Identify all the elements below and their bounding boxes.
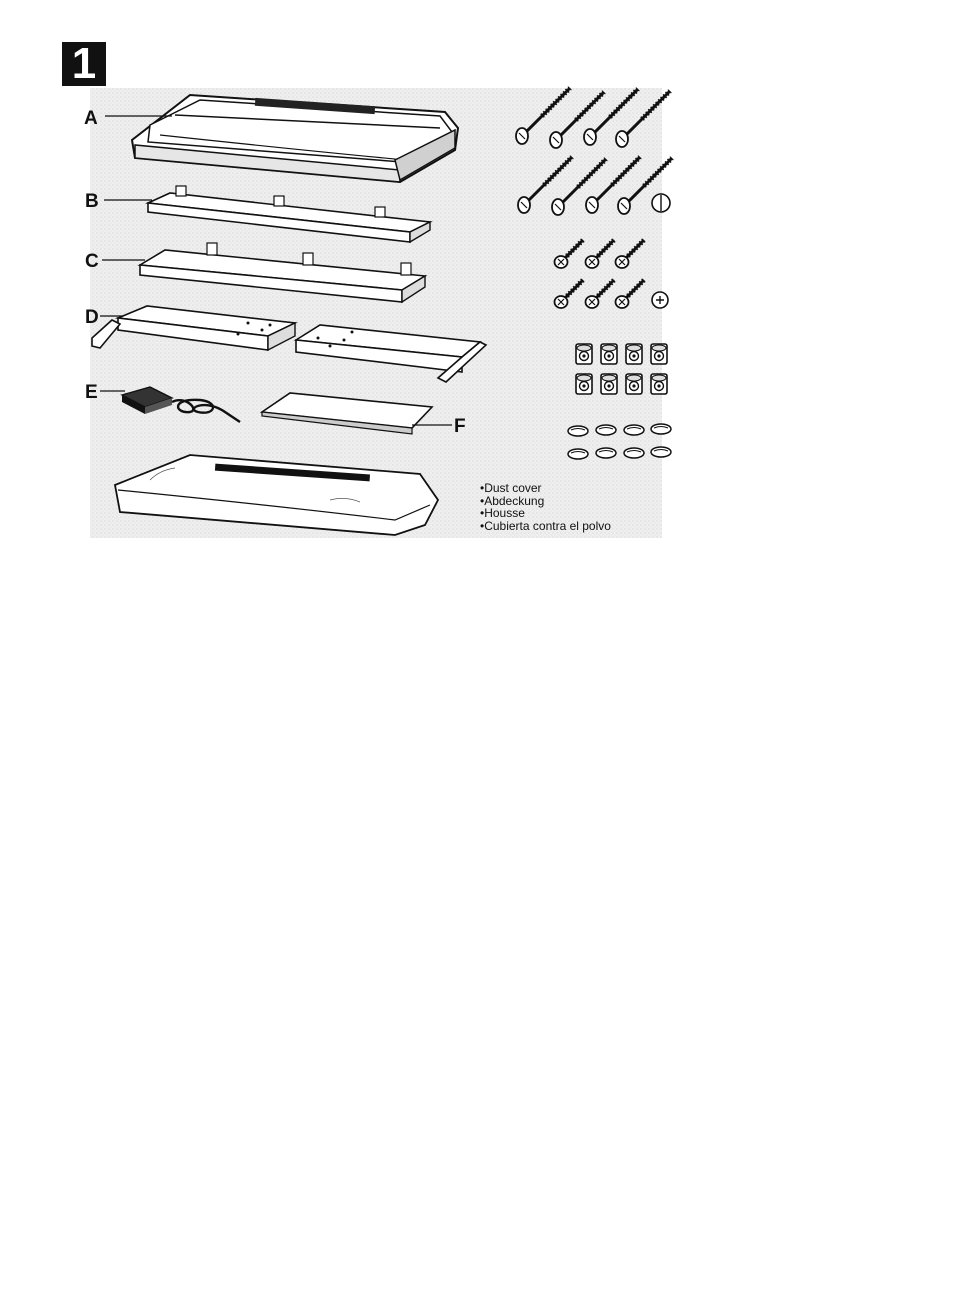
dust-cover-label-en: •Dust cover — [480, 481, 542, 495]
dust-cover-label-es: •Cubierta contra el polvo — [480, 518, 611, 533]
dust-cover-label-de: •Abdeckung — [480, 493, 545, 508]
part-label-f: F — [454, 416, 466, 437]
dust-cover-label-fr: •Housse — [480, 506, 525, 520]
part-label-d: D — [85, 307, 99, 328]
step-number-badge: 1 — [62, 42, 106, 86]
parts-illustration — [0, 0, 954, 600]
dust-cover-caption — [480, 482, 611, 532]
part-label-e: E — [85, 382, 98, 403]
part-label-b: B — [85, 191, 99, 212]
part-label-c: C — [85, 251, 99, 272]
part-label-a: A — [84, 108, 98, 129]
